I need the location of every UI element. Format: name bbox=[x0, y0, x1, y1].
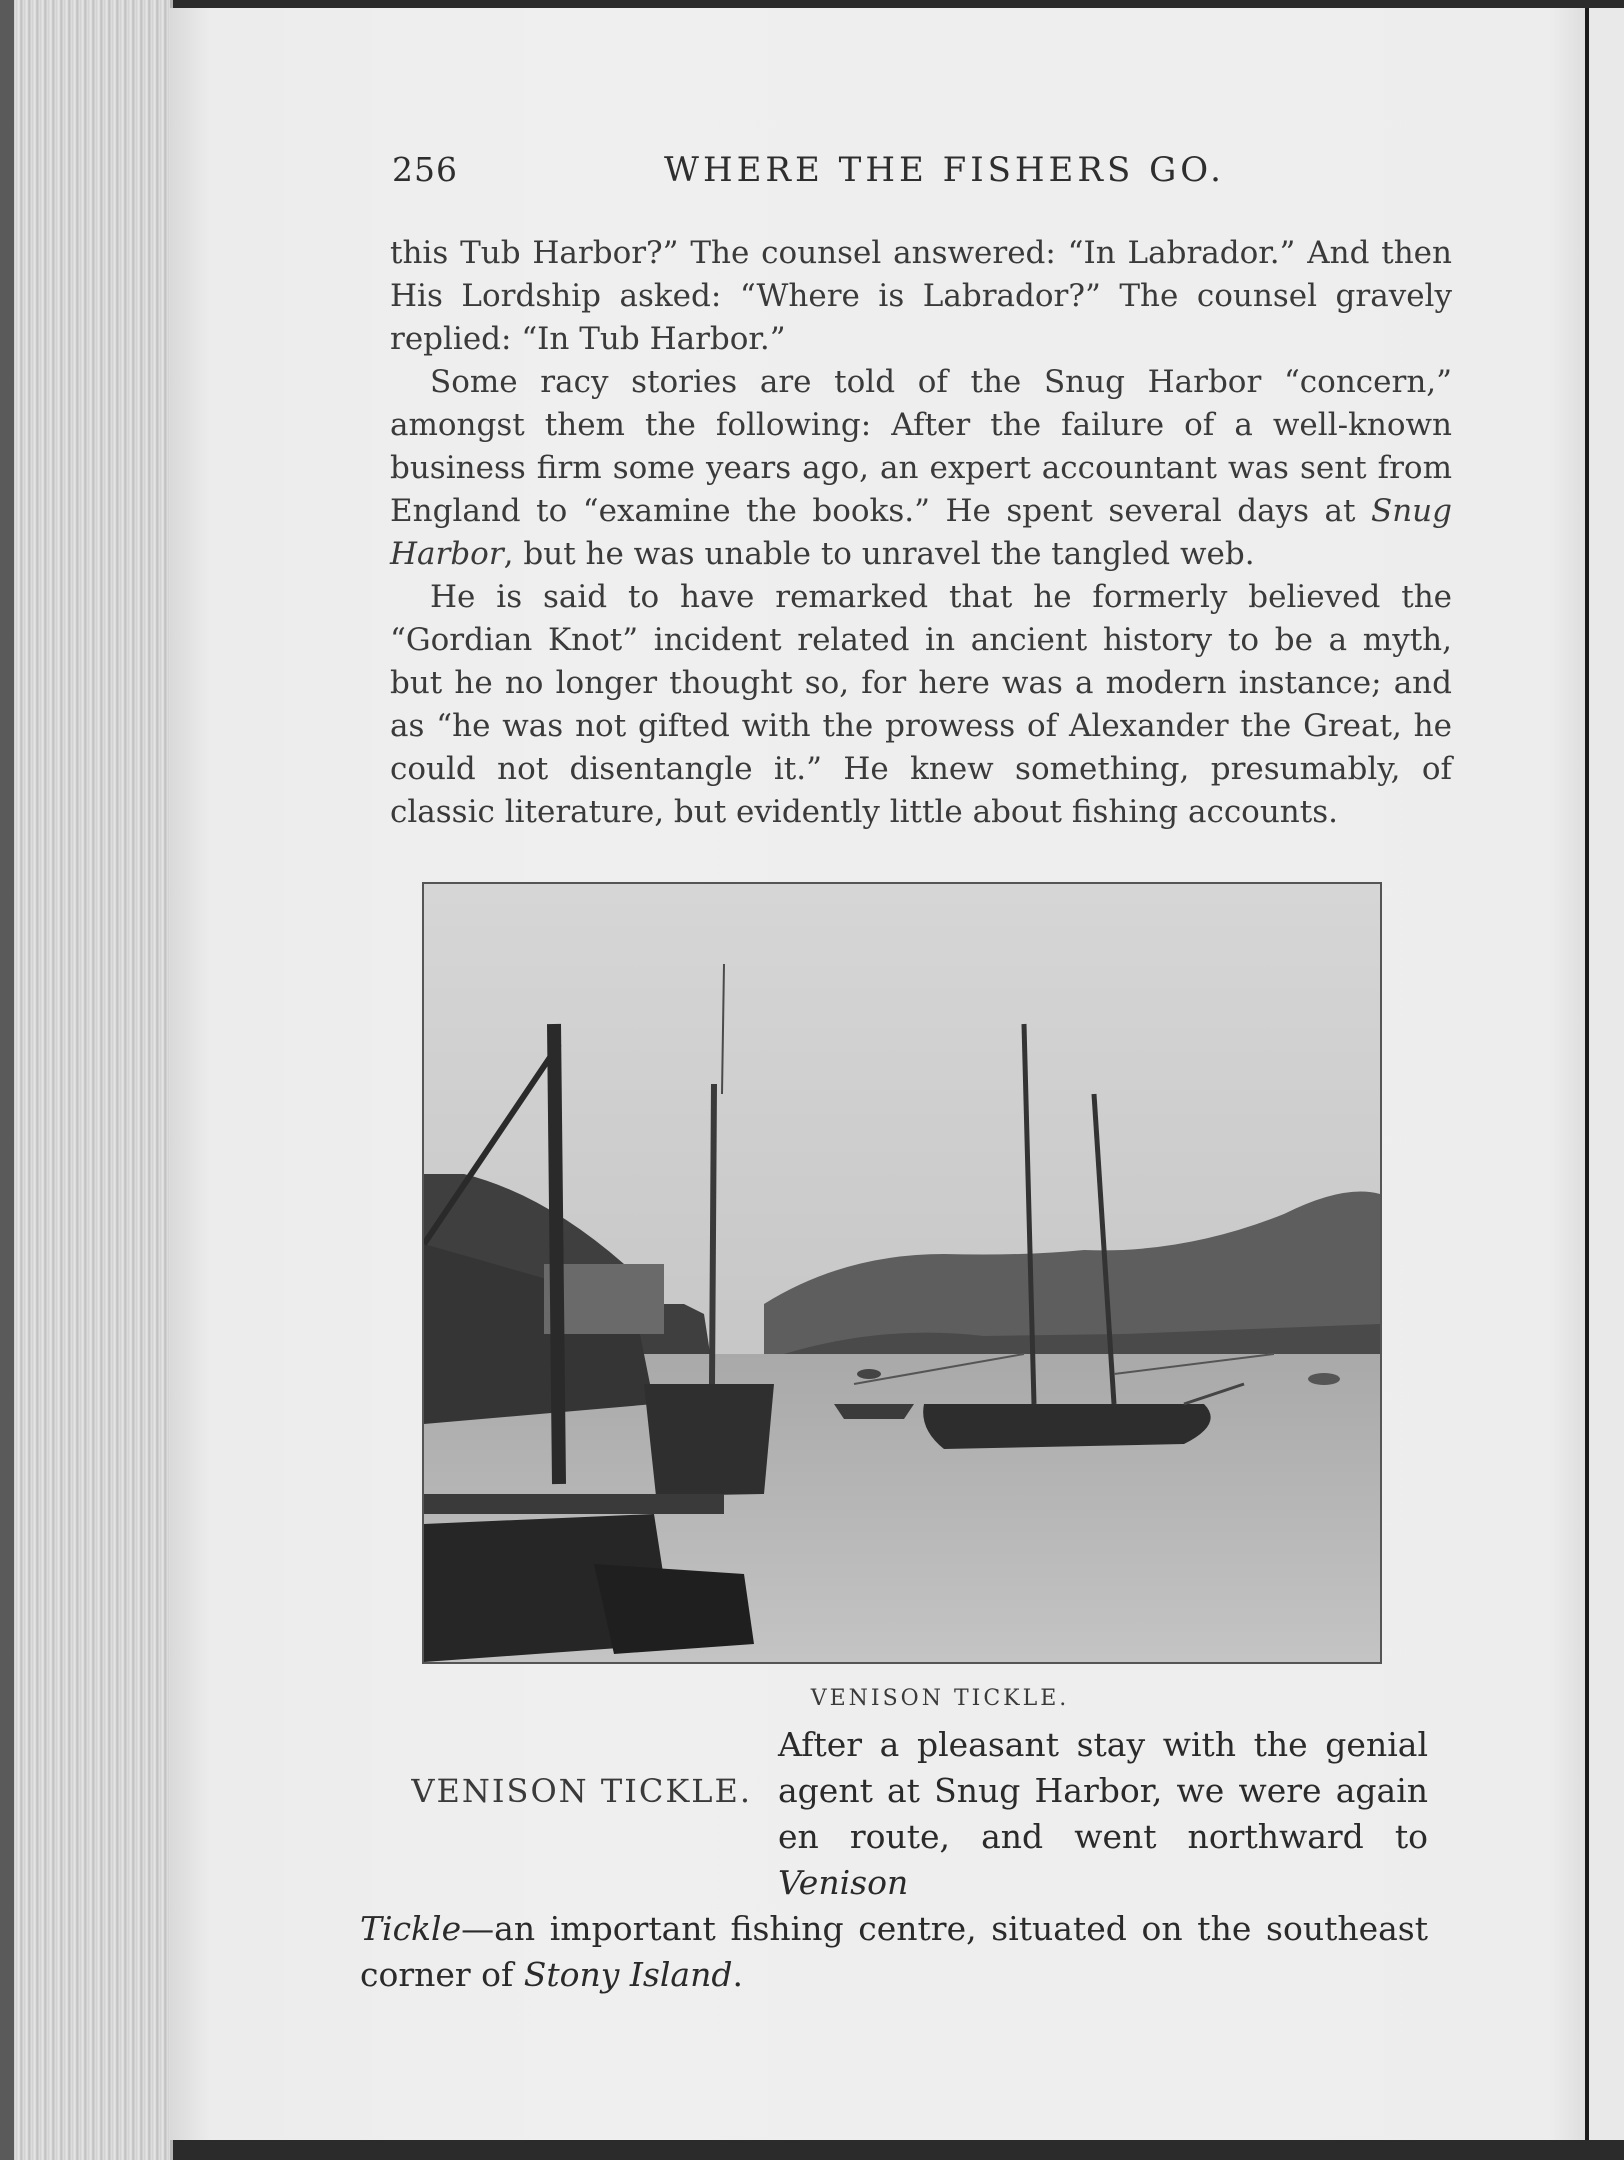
italic-text-segment: Tickle bbox=[360, 1909, 462, 1948]
paragraph-2 bbox=[390, 361, 1452, 576]
body-text bbox=[390, 232, 1452, 834]
paragraph-1 bbox=[390, 232, 1452, 361]
italic-text-segment: Snug Harbor bbox=[390, 493, 1452, 572]
section-paragraph-tail bbox=[360, 1906, 1428, 1998]
facing-page-edge bbox=[1585, 8, 1624, 2140]
text-segment: After a pleasant stay with the genial agent at Snug Harbor, we were again en route, and went northward to bbox=[778, 1725, 1428, 1856]
italic-text-segment: Venison bbox=[778, 1863, 909, 1902]
text-segment: . bbox=[732, 1955, 743, 1994]
book-page-edges bbox=[0, 0, 173, 2160]
page-number: 256 bbox=[392, 150, 458, 189]
harbor-photograph bbox=[422, 882, 1382, 1664]
section-paragraph bbox=[360, 1722, 1428, 1998]
text-segment: He is said to have remarked that he formerly believed the “Gordian Knot” incident related in ancient history to be a myth, but he no longer thought so, for here was a modern instance; and as “he was not gifted with the prowess of Alexander the Great, he could not disentangle it.” He knew something, presumably, of classic literature, but evidently little about fishing accounts. bbox=[390, 579, 1452, 830]
section-paragraph-lead bbox=[778, 1722, 1428, 1906]
page-header bbox=[392, 150, 1452, 210]
text-segment: this Tub Harbor?” The counsel answered: “In Labrador.” And then His Lordship asked: “Where is Labrador?” The counsel gravely replied: “In Tub Harbor.” bbox=[390, 235, 1452, 357]
running-head: WHERE THE FISHERS GO. bbox=[664, 150, 1225, 190]
text-segment: Some racy stories are told of the Snug Harbor “concern,” amongst them the following: After the failure of a well-known business firm some years ago, an expert accountant was sent from England to “examine the books.” He spent several days at bbox=[390, 364, 1452, 529]
italic-text-segment: Stony Island bbox=[523, 1955, 733, 1994]
text-segment: , but he was unable to unravel the tangled web. bbox=[503, 536, 1255, 572]
figure-caption: VENISON TICKLE. bbox=[810, 1686, 1070, 1711]
section-sidehead: VENISON TICKLE. bbox=[411, 1772, 752, 1810]
harbor-photo-illustration bbox=[424, 884, 1380, 1662]
paragraph-3 bbox=[390, 576, 1452, 834]
text-segment: —an important fishing centre, situated on the southeast corner of bbox=[360, 1909, 1428, 1994]
